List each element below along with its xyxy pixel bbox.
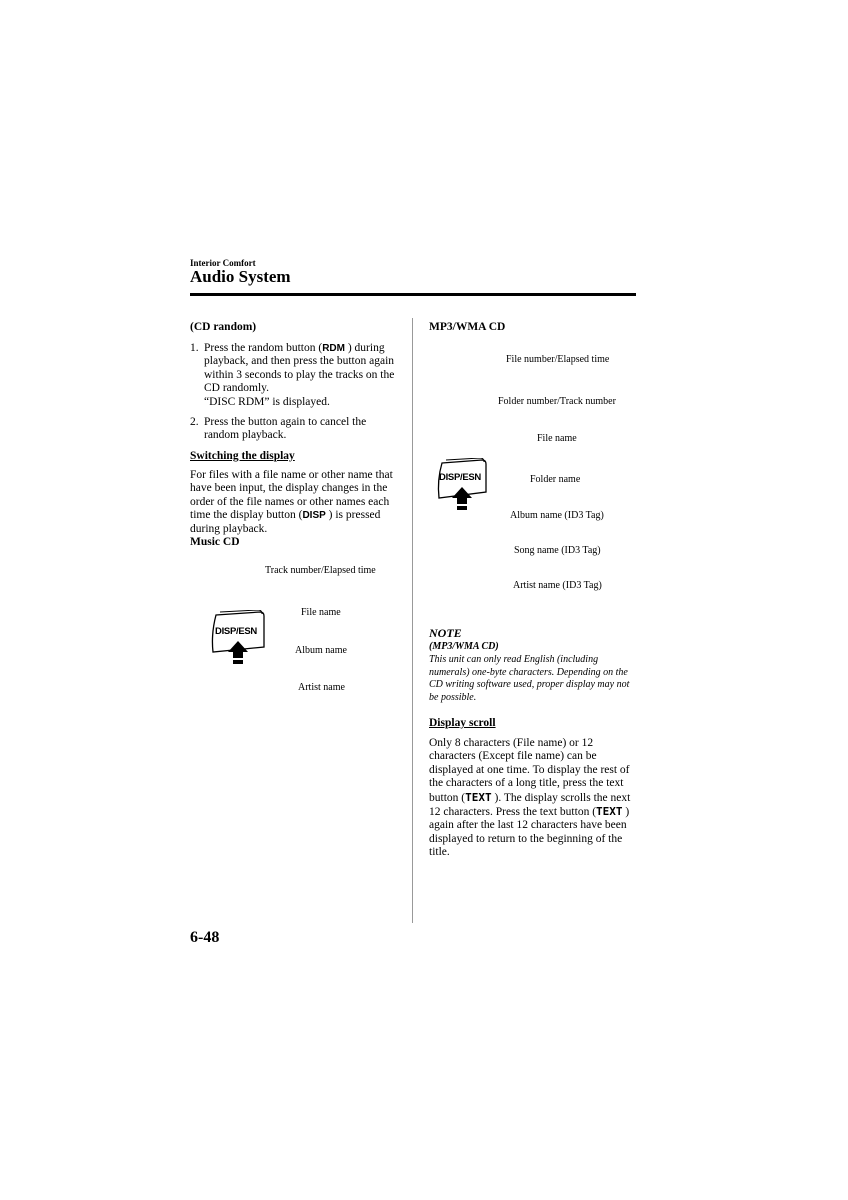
column-divider xyxy=(412,318,413,923)
step-1-text-b: ) during playback, and then press the button again within 3 seconds to play the tracks on the CD randomly. xyxy=(204,342,395,395)
rdm-button-glyph: RDM xyxy=(322,343,345,354)
mp3-item-album: Album name (ID3 Tag) xyxy=(510,510,604,521)
music-cd-item-album: Album name xyxy=(295,645,347,656)
mp3-item-file-name: File name xyxy=(537,433,577,444)
disp-esn-button-drawing-right xyxy=(436,458,496,518)
step-1-text xyxy=(204,342,400,409)
note-title: NOTE xyxy=(429,626,462,640)
step-2 xyxy=(190,416,400,443)
step-1-text-a: Press the random button ( xyxy=(204,342,323,354)
page-title: Audio System xyxy=(190,267,291,286)
display-scroll-heading: Display scroll xyxy=(429,717,496,729)
switching-display-heading: Switching the display xyxy=(190,450,295,462)
mp3-item-folder-track: Folder number/Track number xyxy=(498,396,616,407)
scroll-text-a: Only 8 characters (File name) or 12 characters (Except file name) can be displayed at one time. To display the rest of the characters of a long title, press the text button ( xyxy=(429,737,630,804)
switching-text-b: ) is pressed during playback. xyxy=(190,509,381,535)
disp-esn-button-illustration-left xyxy=(210,610,270,670)
disp-esn-label-right: DISP/ESN xyxy=(439,472,481,483)
title-rule xyxy=(190,293,636,296)
text-button-glyph-2: TEXT xyxy=(596,805,623,819)
step-1-text-c: “DISC RDM” is displayed. xyxy=(204,395,330,408)
display-scroll-text xyxy=(429,737,634,860)
mp3-item-artist: Artist name (ID3 Tag) xyxy=(513,580,602,591)
mp3-item-file-number: File number/Elapsed time xyxy=(506,354,610,365)
music-cd-heading: Music CD xyxy=(190,536,240,548)
scroll-text-c: ) again after the last 12 characters have been displayed to return to the beginning of the title. xyxy=(429,806,630,859)
mp3-item-folder-name: Folder name xyxy=(530,474,581,485)
scroll-text-b: ). The display scrolls the next 12 characters. Press the text button ( xyxy=(429,791,631,819)
step-2-text: Press the button again to cancel the random playback. xyxy=(204,416,367,442)
music-cd-item-track: Track number/Elapsed time xyxy=(265,565,376,576)
note-subtitle: (MP3/WMA CD) xyxy=(429,641,499,652)
disp-button-glyph: DISP xyxy=(302,510,326,522)
switching-display-text xyxy=(190,469,402,536)
step-1 xyxy=(190,342,400,409)
disp-esn-button-illustration-right xyxy=(436,458,496,518)
mp3-wma-heading: MP3/WMA CD xyxy=(429,321,506,333)
mp3-item-song: Song name (ID3 Tag) xyxy=(514,545,601,556)
disp-esn-button-drawing xyxy=(210,610,270,670)
step-1-number: 1. xyxy=(190,342,199,354)
music-cd-item-file: File name xyxy=(301,607,341,618)
page-number: 6-48 xyxy=(190,929,220,946)
switching-text-a: For files with a file name or other name that have been input, the display changes in the order of the file names or other names each time the display button ( xyxy=(190,469,393,522)
text-button-glyph-1: TEXT xyxy=(465,790,492,804)
note-body: This unit can only read English (including numerals) one-byte characters. Depending on the CD writing software used, proper display may not be possible. xyxy=(429,654,630,703)
music-cd-item-artist: Artist name xyxy=(298,682,345,693)
disp-esn-label: DISP/ESN xyxy=(215,626,257,637)
section-label: Interior Comfort xyxy=(190,258,256,268)
step-2-number: 2. xyxy=(190,416,199,428)
cd-random-heading: (CD random) xyxy=(190,321,257,333)
